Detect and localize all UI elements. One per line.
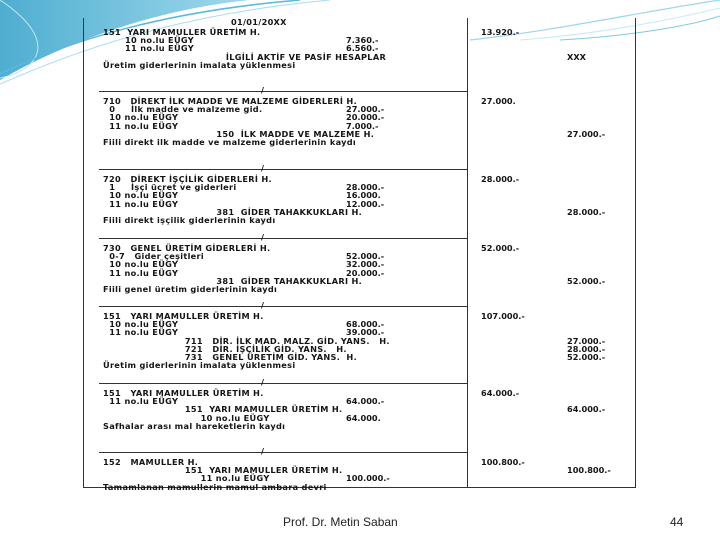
entry-line-text: Fiili genel üretim giderlerinin kaydı [103,284,278,294]
entry-line-text: 11 no.lu EÜGY [103,120,179,131]
entry-separator [99,91,467,92]
entry-line-text: Tamamlanan mamullerin mamul ambara devri [103,481,327,492]
entry-line-text: 151 YARI MAMULLER ÜRETİM H. [103,311,264,321]
entry-line-text: 381 GİDER TAHAKKUKLARI H. [103,206,363,217]
entry-line-text: 151 YARI MAMULLER ÜRETİM H. [103,388,264,398]
entry-line-text: 10 no.lu EÜGY [103,112,179,123]
debit-amount: 27.000. [481,96,516,106]
entry-line-text: 730 GENEL ÜRETİM GİDERLERİ H. [103,243,271,253]
entry-line-text: 720 DİREKT İŞÇİLİK GİDERLERİ H. [103,174,272,184]
entry-slash: / [261,446,265,456]
entry-slash: / [261,232,265,242]
ledger-debit-separator [467,18,468,488]
debit-amount: 52.000.- [481,243,520,253]
entry-line-text: 151 YARI MAMULLER ÜRETİM H. [103,465,343,476]
sub-amount: 7.000.- [346,120,379,131]
entry-line-text: 11 no.lu EÜGY [103,327,179,338]
entry-separator [99,452,467,453]
credit-amount: 27.000.- [567,128,606,139]
entry-separator [99,383,467,384]
debit-amount: 100.800.- [481,457,525,467]
entry-separator [99,169,467,170]
entry-line-text: 0 İlk madde ve malzeme gid. [103,104,263,115]
entry-line-text: 11 no.lu EÜGY [103,473,270,484]
sub-amount: 52.000.- [346,251,385,262]
entry-line-text: 151 YARI MAMULLER ÜRETİM H. [103,27,261,37]
ledger-right-border [635,18,636,488]
credit-amount: 27.000.- [567,335,606,346]
entry-line-text: 10 no.lu EÜGY [103,319,179,330]
entry-slash: / [261,85,265,95]
credit-amount: 100.800.- [567,465,611,476]
entry-line-text: 10 no.lu EÜGY [103,259,179,270]
ledger-left-border [83,18,84,488]
debit-amount: 28.000.- [481,174,520,184]
entry-line-text: 1 İşçi ücret ve giderleri [103,182,237,193]
debit-amount: 64.000.- [481,388,520,398]
sub-amount: 100.000.- [346,473,390,484]
entry-line-text: 710 DİREKT İLK MADDE VE MALZEME GİDERLERİ H. [103,96,357,106]
entry-line-text: 0-7 Gider çeşitleri [103,251,204,262]
entry-line-text: 152 MAMULLER H. [103,457,199,467]
page-number: 44 [670,515,684,529]
entry-line-text: 381 GİDER TAHAKKUKLARI H. [103,275,363,286]
debit-amount: 13.920.- [481,27,520,37]
entry-line-text: 10 no.lu EÜGY [103,412,270,423]
entry-line-text: 11 no.lu EÜGY [103,396,179,407]
entry-slash: / [261,377,265,387]
sub-amount: 20.000.- [346,267,385,278]
sub-amount: 32.000.- [346,259,385,270]
ledger-date: 01/01/20XX [231,17,287,27]
entry-line-text: Fiili direkt ilk madde ve malzeme giderlerinin kaydı [103,137,357,147]
debit-amount: 107.000.- [481,311,525,321]
entry-line-text: 150 İLK MADDE VE MALZEME H. [103,128,375,139]
entry-line-text: 11 no.lu EÜGY [103,198,179,209]
credit-amount: 64.000.- [567,404,606,415]
entry-line-text: Üretim giderlerinin imalata yüklenmesi [103,360,296,371]
entry-line-text: Fiili direkt işçilik giderlerinin kaydı [103,215,276,225]
credit-amount: 28.000.- [567,343,606,354]
footer-author: Prof. Dr. Metin Saban [283,515,398,529]
entry-line-text: 11 no.lu EÜGY [103,43,194,54]
sub-amount: 39.000.- [346,327,385,338]
entry-line-text: 10 no.lu EÜGY [103,35,194,46]
credit-amount: XXX [567,51,586,62]
entry-separator [99,238,467,239]
sub-amount: 7.360.- [346,35,379,46]
sub-amount: 68.000.- [346,319,385,330]
entry-line-text: Safhalar arası mal hareketlerin kaydı [103,420,286,431]
sub-amount: 20.000.- [346,112,385,123]
sub-amount: 64.000.- [346,396,385,407]
sub-amount: 27.000.- [346,104,385,115]
credit-amount: 28.000.- [567,206,606,217]
sub-amount: 28.000.- [346,182,385,193]
entry-line-text: 11 no.lu EÜGY [103,267,179,278]
sub-amount: 64.000. [346,412,381,423]
entry-line-text: 151 YARI MAMULLER ÜRETİM H. [103,404,343,415]
credit-amount: 52.000.- [567,352,606,362]
entry-slash: / [261,163,265,173]
sub-amount: 6.560.- [346,43,379,54]
journal-ledger [83,17,636,492]
entry-slash: / [261,300,265,310]
sub-amount: 12.000.- [346,198,385,209]
entry-separator [99,306,467,307]
entry-line-text: 721 DİR. İŞÇİLİK GİD. YANS. H. [103,343,347,354]
entry-line-text: 711 DİR. İLK MAD. MALZ. GİD. YANS. H. [103,335,390,346]
sub-amount: 16.000. [346,190,381,201]
entry-line-text: İLGİLİ AKTİF VE PASİF HESAPLAR [103,51,387,62]
entry-line-text: 10 no.lu EÜGY [103,190,179,201]
entry-line-text: 731 GENEL ÜRETİM GİD. YANS. H. [103,352,357,362]
credit-amount: 52.000.- [567,275,606,286]
entry-line-text: Üretim giderlerinin imalata yüklenmesi [103,59,296,70]
